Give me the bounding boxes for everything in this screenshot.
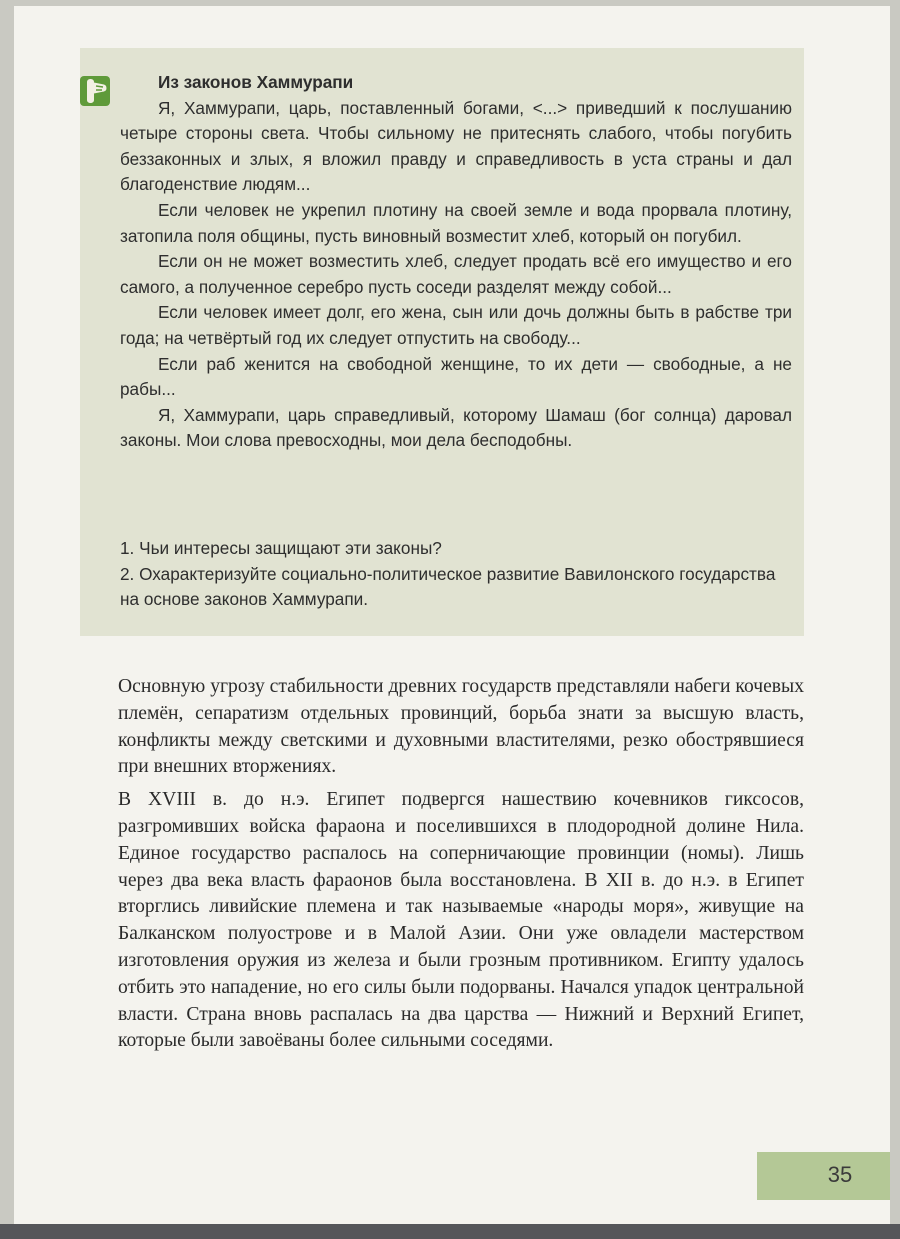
source-paragraph: Я, Хаммурапи, царь, поставленный богами, <...> приведший к послушанию четыре стороны света. Чтобы сильному не притеснять слабого, чтобы погубить беззаконных и злых, я вложил правду и справедливость в уста страны и дал благоденствие людям... [120, 97, 792, 195]
question-item: 2. Охарактеризуйте социально-политическое развитие Вавилонского государства на основе законов Хаммурапи. [120, 563, 776, 610]
document-scroll-icon [78, 72, 116, 110]
questions-list [120, 536, 792, 613]
scanner-edge [0, 1224, 900, 1239]
source-paragraph: Если он не может возместить хлеб, следует продать всё его имущество и его самого, а полученное серебро пусть соседи разделят между собой... [120, 251, 792, 297]
question-item: 1. Чьи интересы защищают эти законы? [120, 538, 442, 558]
main-paragraph: Основную угрозу стабильности древних государств представляли набеги кочевых племён, сепаратизм отдельных провинций, борьба знати за высшую власть, конфликты между светскими и духовными властителями, резко обострявшиеся при внешних вторжениях. [118, 676, 804, 778]
main-paragraph: В XVIII в. до н.э. Египет подвергся нашествию кочевников гиксосов, разгромивших войска фараона и поселившихся в плодородной долине Нила. Единое государство распалось на соперничающие провинции (номы). Лишь через два века власть фараонов была восстановлена. В XII в. до н.э. в Египет вторглись ливийские племена и так называемые «народы моря», живущие на Балканском полуострове и в Малой Азии. Они уже овладели мастерством изготовления оружия из железа и были грозным противником. Египту удалось отбить это нападение, но его силы были подорваны. Начался упадок центральной власти. Страна вновь распалась на два царства — Нижний и Верхний Египет, которые были завоёваны более сильными соседями. [118, 789, 804, 1052]
source-paragraph: Если раб женится на свободной женщине, то их дети — свободные, а не рабы... [120, 353, 792, 400]
source-text [120, 70, 792, 454]
main-text [118, 674, 804, 1055]
source-paragraph: Если человек не укрепил плотину на своей земле и вода прорвала плотину, затопила поля общины, пусть виновный возместит хлеб, который он погубил. [120, 199, 792, 246]
source-paragraph: Я, Хаммурапи, царь справедливый, которому Шамаш (бог солнца) даровал законы. Мои слова превосходны, мои дела бесподобны. [120, 404, 792, 451]
page-number: 35 [827, 1162, 853, 1187]
source-paragraph: Если человек имеет долг, его жена, сын или дочь должны быть в рабстве три года; на четвёртый год их следует отпустить на свободу... [120, 302, 792, 348]
source-title: Из законов Хаммурапи [158, 72, 354, 92]
